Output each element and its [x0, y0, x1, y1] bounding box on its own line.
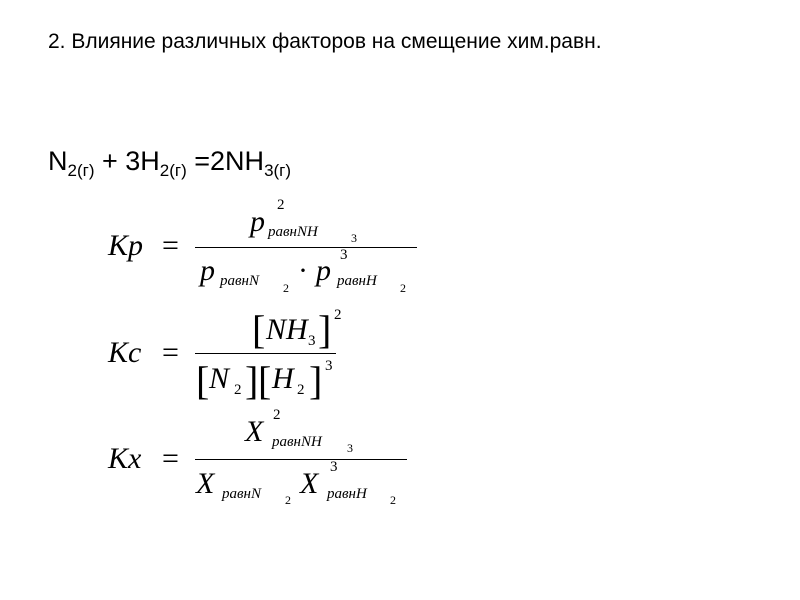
kc-den-h-close-bracket: ]: [309, 358, 323, 403]
kp-den-sub1-idx: 2: [283, 281, 289, 295]
kc-den-n-idx: 2: [234, 382, 242, 398]
kp-den-p2: p: [316, 254, 331, 287]
kp-num-sub: равнNH: [268, 224, 318, 240]
kx-num-x: X: [245, 415, 264, 448]
kc-den-n-open-bracket: [: [196, 358, 210, 403]
kc-den-h-idx: 2: [297, 382, 305, 398]
kx-den-sub1: равнN: [222, 486, 261, 502]
kx-den-x1: X: [196, 467, 215, 500]
kc-fraction-line: [195, 353, 336, 354]
kx-num-exp: 2: [273, 407, 281, 423]
kx-lhs: Kx: [108, 442, 142, 475]
kx-den-sub1-idx: 2: [285, 493, 291, 507]
kx-den-exp: 3: [330, 459, 338, 475]
reaction-n2: N: [48, 146, 68, 176]
kc-den-exp: 3: [325, 358, 333, 374]
kc-num-open-bracket: [: [252, 307, 266, 352]
kp-equals: =: [162, 229, 179, 262]
kp-lhs: Kp: [108, 229, 144, 262]
kc-num-species: NH: [266, 313, 308, 346]
kx-num-sub: равнNH: [272, 434, 322, 450]
reaction-h2: + 3H: [94, 146, 160, 176]
kp-den-sub2-idx: 2: [400, 281, 406, 295]
reaction-equation: [48, 146, 291, 181]
kp-fraction-line: [195, 247, 417, 248]
kc-lhs: Kc: [108, 336, 142, 369]
kc-num-close-bracket: ]: [318, 307, 332, 352]
kx-num-sub-idx: 3: [347, 441, 353, 455]
kp-den-sub1: равнN: [220, 273, 259, 289]
kp-num-exp: 2: [277, 197, 285, 213]
kx-fraction-line: [195, 459, 407, 460]
kx-den-x2: X: [300, 467, 319, 500]
kc-den-h-open-bracket: [: [258, 358, 272, 403]
reaction-h2-sub: 2(г): [159, 161, 187, 180]
kp-dot: ·: [298, 254, 308, 287]
kc-num-idx: 3: [308, 333, 316, 349]
slide-title: 2. Влияние различных факторов на смещение хим.равн.: [48, 30, 602, 53]
reaction-n2-sub: 2(г): [67, 161, 95, 180]
kp-den-p1: p: [200, 254, 215, 287]
kx-den-sub2: равнH: [327, 486, 367, 502]
kx-equals: =: [162, 442, 179, 475]
kc-den-n-close-bracket: ]: [245, 358, 259, 403]
kp-num-sub-idx: 3: [351, 231, 357, 245]
kc-num-exp: 2: [334, 307, 342, 323]
reaction-nh3: =2NH: [186, 146, 265, 176]
kc-equals: =: [162, 336, 179, 369]
kc-den-h-species: H: [272, 362, 294, 395]
kp-den-sub2: равнH: [337, 273, 377, 289]
kp-num-p: p: [250, 205, 265, 238]
kc-den-n-species: N: [209, 362, 230, 395]
kp-den-exp: 3: [340, 247, 348, 263]
reaction-nh3-sub: 3(г): [264, 161, 292, 180]
kx-den-sub2-idx: 2: [390, 493, 396, 507]
